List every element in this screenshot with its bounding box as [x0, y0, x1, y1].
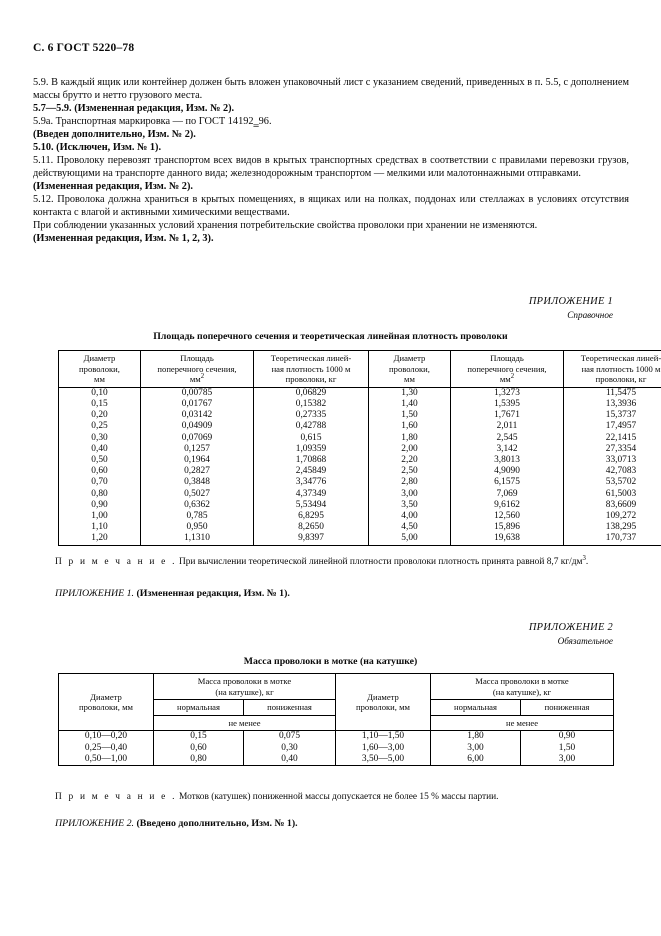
table-cell: 0,30: [244, 743, 336, 754]
table-cell: 42,7083: [564, 466, 661, 477]
table-cell: 0,00785: [141, 387, 254, 399]
appendix-1-title: ПРИЛОЖЕНИЕ 1: [528, 296, 613, 307]
table-row: [59, 489, 661, 500]
header-line-1: Теоретическая линей-: [270, 353, 352, 363]
header-line-1: Диаметр: [393, 353, 426, 363]
table-row: [59, 511, 661, 522]
note-text: Мотков (катушек) пониженной массы допускается не более 15 % массы партии.: [178, 792, 499, 802]
table-cell: 7,069: [451, 489, 564, 500]
header-superscript: 2: [510, 373, 515, 381]
header-line-1: Диаметр: [83, 353, 116, 363]
header-line-2: проволоки, мм: [79, 702, 133, 713]
table-cell: 0,04909: [141, 421, 254, 432]
table-cell: 0,10: [59, 387, 141, 399]
table-header-row-1: [59, 674, 614, 700]
table-cell: 1,09359: [254, 444, 369, 455]
table-cell: 0,25—0,40: [59, 743, 154, 754]
note-text-end: .: [585, 557, 589, 567]
table-cell: 3,00: [431, 743, 521, 754]
header-superscript: 2: [200, 373, 205, 381]
table-cell: 2,011: [451, 421, 564, 432]
table-cell: 0,03142: [141, 410, 254, 421]
table-cell: 0,615: [254, 433, 369, 444]
table-cell: 2,50: [369, 466, 451, 477]
table-cell: 0,01767: [141, 399, 254, 410]
table-cell: 3,34776: [254, 477, 369, 488]
header-line-3: мм: [94, 374, 105, 385]
header-cell-area-left: [141, 351, 254, 388]
running-head: С. 6 ГОСТ 5220–78: [33, 42, 135, 54]
table-row: [59, 410, 661, 421]
appendix-1-footnote-label: ПРИЛОЖЕНИЕ 1.: [55, 588, 134, 599]
header-line-3: мм: [499, 374, 511, 385]
table-cell: 3,50: [369, 500, 451, 511]
table-row: [59, 500, 661, 511]
appendix-2-table-caption: Масса проволоки в мотке (на катушке): [243, 656, 418, 667]
table-cell: 0,15382: [254, 399, 369, 410]
paragraph-5-11: 5.11. Проволоку перевозят транспортом всех видов в крытых транспортных средствах в соответствии с правилами перевозки грузов, действующими на транспорте данного вида; железнодорожным транспортом — мелкими или малотоннажными отправками.: [33, 155, 629, 179]
table-cell: 3,50—5,00: [336, 754, 431, 766]
table-cell: 0,3848: [141, 477, 254, 488]
table-cell: 1,10: [59, 522, 141, 533]
table-row: [59, 477, 661, 488]
table-cell: 0,06829: [254, 387, 369, 399]
header-line-2: проволоки,: [79, 363, 120, 374]
note-label: П р и м е ч а н и е .: [55, 792, 177, 802]
table-cell: 53,5702: [564, 477, 661, 488]
table-cell: 12,560: [451, 511, 564, 522]
paragraph-revision-izm-2: (Измененная редакция, Изм. № 2).: [33, 181, 193, 192]
table-cell: 9,8397: [254, 533, 369, 545]
table-cell: 0,90: [521, 731, 614, 743]
table-body: [59, 387, 661, 545]
table-cell: 2,00: [369, 444, 451, 455]
table-cell: 0,5027: [141, 489, 254, 500]
table-cell: 13,3936: [564, 399, 661, 410]
table-cell: 8,2650: [254, 522, 369, 533]
table-cell: 0,785: [141, 511, 254, 522]
table-row: [59, 743, 614, 754]
paragraph-introduced-additionally: (Введен дополнительно, Изм. № 2).: [33, 129, 196, 140]
table-cell: 1,1310: [141, 533, 254, 545]
header-line-1: Теоретическая линей-: [580, 353, 661, 363]
table-cell: 0,6362: [141, 500, 254, 511]
header-cell-mass-left: [154, 674, 336, 700]
table-cell: 138,295: [564, 522, 661, 533]
table-row: [59, 466, 661, 477]
table-cell: 4,50: [369, 522, 451, 533]
appendix-1-note: [33, 556, 629, 568]
note-text: При вычислении теоретической линейной плотности проволоки плотность принята равной 8,7 кг/дм: [178, 557, 583, 567]
cross-section-area-table: [58, 350, 661, 546]
table-row: [59, 421, 661, 432]
table-cell: 0,950: [141, 522, 254, 533]
appendix-1-revision-note: [55, 588, 290, 599]
paragraph-5-9: 5.9. В каждый ящик или контейнер должен быть вложен упаковочный лист с указанием сведений, приведенных в п. 5.5, с дополнением массы брутто и нетто грузового места.: [33, 77, 629, 101]
table-body: [59, 731, 614, 766]
header-cell-reduced-right: пониженная: [521, 700, 614, 716]
table-row: [59, 754, 614, 766]
table-cell: 1,40: [369, 399, 451, 410]
table-cell: 33,0713: [564, 455, 661, 466]
table-cell: 17,4957: [564, 421, 661, 432]
appendix-1-corner-label: [529, 296, 613, 321]
table-cell: 0,20: [59, 410, 141, 421]
table-cell: 4,9090: [451, 466, 564, 477]
paragraph-5-7-5-9-revision: 5.7—5.9. (Измененная редакция, Изм. № 2).: [33, 103, 235, 114]
table-row: [59, 455, 661, 466]
header-line-2: ная плотность 1000 м: [581, 363, 661, 374]
header-cell-diameter-right: [336, 674, 431, 731]
header-line-3: проволоки, кг: [285, 374, 337, 385]
table-cell: 1,5395: [451, 399, 564, 410]
table-cell: 2,20: [369, 455, 451, 466]
table-cell: 3,00: [521, 754, 614, 766]
table-cell: 61,5003: [564, 489, 661, 500]
table-cell: 0,40: [59, 444, 141, 455]
table-cell: 0,42788: [254, 421, 369, 432]
header-cell-diameter-left: [59, 351, 141, 388]
header-cell-normal-left: нормальная: [154, 700, 244, 716]
table-cell: 109,272: [564, 511, 661, 522]
header-cell-area-right: [451, 351, 564, 388]
table-cell: 3,00: [369, 489, 451, 500]
header-line-2: поперечного сечения,: [157, 363, 237, 374]
header-line-1: Площадь: [490, 353, 524, 363]
header-line-2: (на катушке), кг: [492, 686, 552, 697]
table-row: [59, 731, 614, 743]
table-cell: 6,8295: [254, 511, 369, 522]
paragraph-5-12: 5.12. Проволока должна храниться в крытых помещениях, в ящиках или на полках, поддонах или стеллажах в условиях отсутствия контакта с влагой и активными химическими веществами.: [33, 194, 629, 218]
table-cell: 0,60: [154, 743, 244, 754]
appendix-1-footnote-text: (Измененная редакция, Изм. № 1).: [136, 588, 290, 599]
table-cell: 6,00: [431, 754, 521, 766]
table-cell: 11,5475: [564, 387, 661, 399]
header-line-1: Площадь: [180, 353, 214, 363]
table-row: [59, 533, 661, 545]
paragraph-storage-conditions: При соблюдении указанных условий хранения потребительские свойства проволоки при хранении не изменяются.: [33, 220, 538, 231]
appendix-2-footnote-text: (Введено дополнительно, Изм. № 1).: [136, 818, 298, 829]
table-cell: 0,075: [244, 731, 336, 743]
table-cell: 1,30: [369, 387, 451, 399]
table-cell: 15,3737: [564, 410, 661, 421]
table-cell: 1,80: [431, 731, 521, 743]
table-cell: 1,10—1,50: [336, 731, 431, 743]
header-cell-diameter-right: [369, 351, 451, 388]
table-cell: 1,20: [59, 533, 141, 545]
header-line-3: мм: [189, 374, 201, 385]
header-line-1: Масса проволоки в мотке: [197, 676, 292, 686]
paragraph-5-9a: 5.9а. Транспортная маркировка — по ГОСТ 14192‗96.: [33, 116, 272, 127]
table-cell: 2,45849: [254, 466, 369, 477]
table-cell: 9,6162: [451, 500, 564, 511]
header-line-1: Масса проволоки в мотке: [475, 676, 569, 686]
header-cell-mass-right: [431, 674, 614, 700]
header-line-2: проволоки, мм: [356, 702, 410, 713]
table-row: [59, 433, 661, 444]
table-cell: 1,3273: [451, 387, 564, 399]
table-cell: 0,40: [244, 754, 336, 766]
table-cell: 0,70: [59, 477, 141, 488]
table-cell: 1,80: [369, 433, 451, 444]
table-cell: 1,70868: [254, 455, 369, 466]
table-cell: 15,896: [451, 522, 564, 533]
table-row: [59, 444, 661, 455]
header-cell-atleast-right: не менее: [431, 715, 614, 731]
table-cell: 0,90: [59, 500, 141, 511]
header-line-2: проволоки,: [389, 363, 430, 374]
header-line-3: мм: [404, 374, 415, 385]
header-line-3: проволоки, кг: [595, 374, 647, 385]
coil-mass-table: [58, 673, 614, 766]
header-line-2: ная плотность 1000 м: [271, 363, 351, 374]
header-cell-atleast-left: не менее: [154, 715, 336, 731]
table-cell: 5,00: [369, 533, 451, 545]
header-line-2: поперечного сечения,: [467, 363, 547, 374]
table-cell: 0,25: [59, 421, 141, 432]
table-cell: 1,60: [369, 421, 451, 432]
table-cell: 3,142: [451, 444, 564, 455]
table-cell: 5,53494: [254, 500, 369, 511]
table-cell: 3,8013: [451, 455, 564, 466]
appendix-2-footnote-label: ПРИЛОЖЕНИЕ 2.: [55, 818, 134, 829]
table-cell: 0,15: [154, 731, 244, 743]
table-cell: 170,737: [564, 533, 661, 545]
header-line-2: (на катушке), кг: [215, 686, 274, 697]
table-cell: 1,7671: [451, 410, 564, 421]
table-cell: 0,15: [59, 399, 141, 410]
header-cell-reduced-left: пониженная: [244, 700, 336, 716]
table-cell: 0,50: [59, 455, 141, 466]
appendix-2-revision-note: [55, 818, 298, 829]
header-cell-diameter-left: [59, 674, 154, 731]
table-cell: 2,545: [451, 433, 564, 444]
table-row: [59, 399, 661, 410]
appendix-1-table-caption: Площадь поперечного сечения и теоретическая линейная плотность проволоки: [153, 331, 508, 342]
appendix-2-subtitle: Обязательное: [557, 635, 613, 646]
table-cell: 0,2827: [141, 466, 254, 477]
appendix-2-corner-label: [529, 622, 613, 647]
table-cell: 2,80: [369, 477, 451, 488]
table-header-row: [59, 351, 661, 388]
table-cell: 1,50: [369, 410, 451, 421]
note-superscript: 3: [582, 554, 586, 562]
table-cell: 0,10—0,20: [59, 731, 154, 743]
header-line-1: Диаметр: [367, 691, 399, 702]
table-cell: 1,60—3,00: [336, 743, 431, 754]
appendix-2-note: [33, 791, 629, 803]
header-cell-normal-right: нормальная: [431, 700, 521, 716]
body-text-block: [33, 76, 629, 245]
paragraph-5-10-excluded: 5.10. (Исключен, Изм. № 1).: [33, 142, 162, 153]
table-cell: 0,27335: [254, 410, 369, 421]
table-cell: 0,07069: [141, 433, 254, 444]
note-label: П р и м е ч а н и е .: [55, 557, 177, 567]
table-cell: 83,6609: [564, 500, 661, 511]
table-cell: 0,50—1,00: [59, 754, 154, 766]
header-cell-density-right: [564, 351, 661, 388]
appendix-1-subtitle: Справочное: [567, 309, 613, 320]
table-row: [59, 387, 661, 399]
table-cell: 4,37349: [254, 489, 369, 500]
table-cell: 4,00: [369, 511, 451, 522]
table-cell: 6,1575: [451, 477, 564, 488]
appendix-2-title: ПРИЛОЖЕНИЕ 2: [528, 622, 613, 633]
table-cell: 27,3354: [564, 444, 661, 455]
header-cell-density-left: [254, 351, 369, 388]
table-cell: 0,60: [59, 466, 141, 477]
table-cell: 19,638: [451, 533, 564, 545]
header-line-1: Диаметр: [90, 691, 122, 702]
table-cell: 22,1415: [564, 433, 661, 444]
table-cell: 0,30: [59, 433, 141, 444]
table-cell: 0,1964: [141, 455, 254, 466]
table-cell: 0,80: [59, 489, 141, 500]
table-row: [59, 522, 661, 533]
table-cell: 0,80: [154, 754, 244, 766]
table-cell: 0,1257: [141, 444, 254, 455]
table-cell: 1,50: [521, 743, 614, 754]
table-cell: 1,00: [59, 511, 141, 522]
paragraph-revision-izm-1-2-3: (Измененная редакция, Изм. № 1, 2, 3).: [33, 233, 214, 244]
